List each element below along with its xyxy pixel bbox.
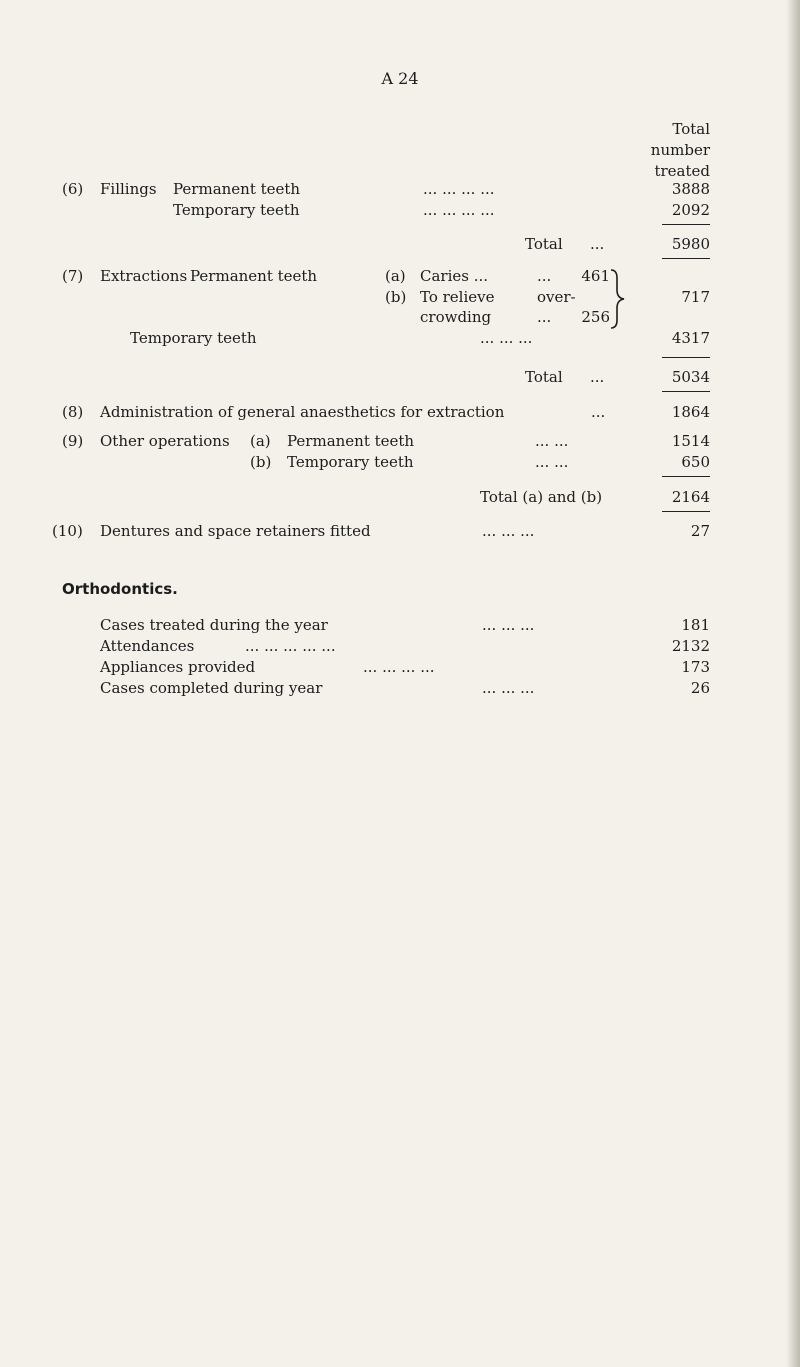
- row-label: over-: [537, 288, 576, 306]
- total-label: Total: [525, 235, 563, 253]
- total-value: 5034: [671, 368, 710, 386]
- leader-dots: ... ... ...: [482, 522, 535, 540]
- row-value: 650: [681, 453, 710, 471]
- row-value: 461: [581, 267, 610, 285]
- row-label: Appliances provided: [100, 658, 256, 676]
- row-label: Attendances: [100, 637, 195, 655]
- total-label: Total (a) and (b): [480, 488, 603, 506]
- total-rule: [662, 391, 710, 392]
- item-number: (6): [62, 180, 84, 198]
- row-label: Temporary teeth: [173, 201, 300, 219]
- row-value: 1864: [671, 403, 710, 421]
- total-value: 2164: [671, 488, 710, 506]
- page-edge-shadow: [786, 0, 800, 1367]
- row-label: Dentures and space retainers fitted: [100, 522, 371, 540]
- row-value: 2132: [671, 637, 710, 655]
- row-label: Permanent teeth: [173, 180, 301, 198]
- leader-dots: ...: [591, 403, 606, 421]
- row-value: 173: [681, 658, 710, 676]
- total-rule: [662, 476, 710, 477]
- total-rule: [662, 511, 710, 512]
- column-header-line-3: treated: [654, 162, 710, 180]
- row-label: crowding: [420, 308, 492, 326]
- leader-dots: ... ... ... ...: [423, 180, 495, 198]
- leader-dots: ... ... ... ... ...: [245, 637, 336, 655]
- page-number: A 24: [381, 69, 419, 88]
- row-label: To relieve: [420, 288, 495, 306]
- row-value: 3888: [671, 180, 710, 198]
- item-number: (10): [52, 522, 83, 540]
- total-value: 5980: [671, 235, 710, 253]
- row-label: Permanent teeth: [190, 267, 318, 285]
- leader-dots: ... ... ...: [480, 329, 533, 347]
- section-label-extractions: Extractions: [100, 267, 188, 285]
- total-rule: [662, 258, 710, 259]
- leader-dots: ... ... ...: [482, 679, 535, 697]
- row-value: 1514: [671, 432, 710, 450]
- row-label: Administration of general anaesthetics for extraction: [100, 403, 505, 421]
- item-number: (7): [62, 267, 84, 285]
- row-label: Cases completed during year: [100, 679, 323, 697]
- row-value: 256: [581, 308, 610, 326]
- sub-item-mark: (b): [250, 453, 272, 471]
- leader-dots: ... ... ... ...: [423, 201, 495, 219]
- column-header-line-1: Total: [672, 120, 710, 138]
- item-number: (9): [62, 432, 84, 450]
- leader-dots: ...: [537, 267, 552, 285]
- section-label-other-operations: Other operations: [100, 432, 230, 450]
- total-rule: [662, 224, 710, 225]
- sub-item-mark: (a): [385, 267, 406, 285]
- row-label: Caries ...: [420, 267, 489, 285]
- leader-dots: ... ... ...: [482, 616, 535, 634]
- section-heading-orthodontics: Orthodontics.: [62, 580, 178, 598]
- leader-dots: ... ...: [535, 453, 569, 471]
- item-number: (8): [62, 403, 84, 421]
- row-value: 181: [681, 616, 710, 634]
- row-value: 2092: [671, 201, 710, 219]
- row-value: 26: [690, 679, 710, 697]
- row-value: 4317: [671, 329, 710, 347]
- row-label: Temporary teeth: [287, 453, 414, 471]
- sub-item-mark: (b): [385, 288, 407, 306]
- leader-dots: ... ... ... ...: [363, 658, 435, 676]
- leader-dots: ...: [590, 235, 605, 253]
- section-label-fillings: Fillings: [100, 180, 157, 198]
- leader-dots: ... ...: [535, 432, 569, 450]
- sub-item-mark: (a): [250, 432, 271, 450]
- column-header-line-2: number: [650, 141, 710, 159]
- row-label: Permanent teeth: [287, 432, 415, 450]
- total-rule: [662, 357, 710, 358]
- leader-dots: ...: [590, 368, 605, 386]
- row-label: Temporary teeth: [130, 329, 257, 347]
- right-brace: [608, 268, 628, 330]
- row-label: Cases treated during the year: [100, 616, 328, 634]
- combined-value: 717: [681, 288, 710, 306]
- total-label: Total: [525, 368, 563, 386]
- leader-dots: ...: [537, 308, 552, 326]
- row-value: 27: [690, 522, 710, 540]
